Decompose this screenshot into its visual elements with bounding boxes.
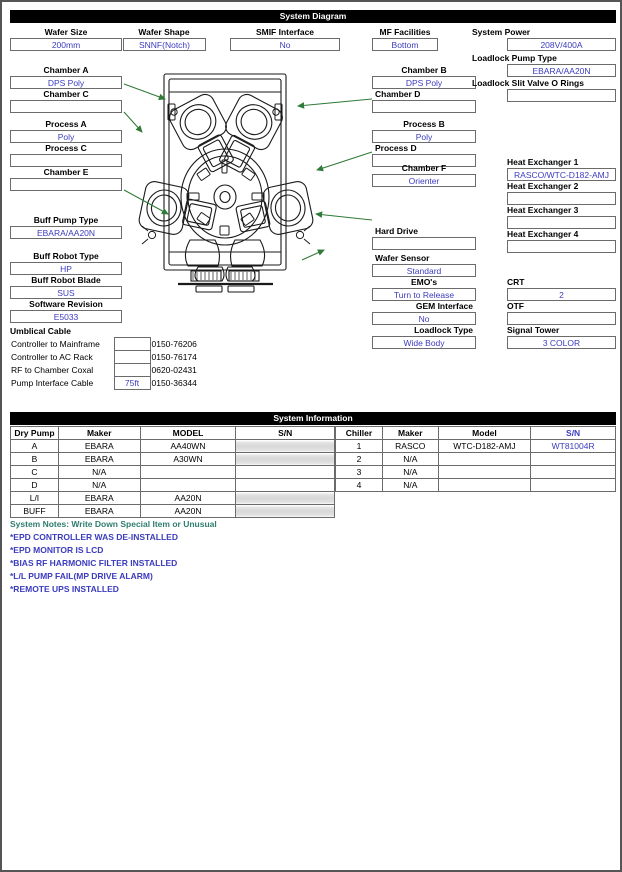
dry-pump-sn [236, 492, 335, 505]
field-value-mf-facilities[interactable]: Bottom [372, 38, 438, 51]
umbilical-value[interactable] [114, 351, 150, 364]
chiller-id: 2 [336, 453, 383, 466]
field-label-heat-exchanger-3: Heat Exchanger 3 [507, 205, 579, 215]
umbilical-name: Controller to Mainframe [11, 339, 100, 349]
field-label-wafer-size: Wafer Size [44, 27, 88, 37]
system-note-line: *EPD CONTROLLER WAS DE-INSTALLED [10, 532, 178, 542]
field-value-buff-robot-type[interactable]: HP [10, 262, 122, 275]
chiller-col-id: Chiller [336, 427, 383, 440]
field-value-gem-interface[interactable]: No [372, 312, 476, 325]
field-label-chamber-c: Chamber C [43, 89, 89, 99]
system-note-line: *L/L PUMP FAIL(MP DRIVE ALARM) [10, 571, 153, 581]
table-row [11, 505, 335, 518]
field-value-emos[interactable]: Turn to Release [372, 288, 476, 301]
field-label-process-a: Process A [45, 119, 87, 129]
field-value-wafer-shape[interactable]: SNNF(Notch) [123, 38, 206, 51]
field-label-signal-tower: Signal Tower [507, 325, 560, 335]
chiller-sn [531, 479, 616, 492]
dry-pump-col-sn: S/N [236, 427, 335, 440]
chiller-sn: WT81004R [531, 440, 616, 453]
field-value-system-power[interactable]: 208V/400A [507, 38, 616, 51]
umbilical-name: Pump Interface Cable [11, 378, 94, 388]
system-note-line: *EPD MONITOR IS LCD [10, 545, 104, 555]
umbilical-value[interactable]: 75ft [114, 377, 150, 390]
dry-pump-model: AA20N [140, 505, 236, 518]
chiller-sn [531, 466, 616, 479]
chiller-table [335, 426, 616, 492]
field-value-heat-exchanger-1[interactable]: RASCO/WTC-D182-AMJ [507, 168, 616, 181]
chiller-model [438, 466, 531, 479]
field-label-smif-interface: SMIF Interface [255, 27, 315, 37]
field-value-loadlock-type[interactable]: Wide Body [372, 336, 476, 349]
field-label-heat-exchanger-4: Heat Exchanger 4 [507, 229, 579, 239]
system-notes-heading: System Notes: Write Down Special Item or Unusual [10, 519, 217, 529]
field-label-mf-facilities: MF Facilities [379, 27, 431, 37]
field-label-system-power: System Power [472, 27, 531, 37]
dry-pump-sn [236, 440, 335, 453]
field-value-wafer-size[interactable]: 200mm [10, 38, 122, 51]
umbilical-part-number: 0150-76206 [151, 339, 197, 349]
chiller-id: 3 [336, 466, 383, 479]
field-value-heat-exchanger-2[interactable] [507, 192, 616, 205]
field-label-process-b: Process B [403, 119, 445, 129]
field-value-process-a[interactable]: Poly [10, 130, 122, 143]
umbilical-name: RF to Chamber Coxal [11, 365, 94, 375]
field-label-wafer-shape: Wafer Shape [138, 27, 190, 37]
dry-pump-maker: N/A [58, 466, 140, 479]
chiller-maker: N/A [382, 479, 438, 492]
field-value-chamber-b[interactable]: DPS Poly [372, 76, 476, 89]
dry-pump-maker: EBARA [58, 492, 140, 505]
chiller-id: 1 [336, 440, 383, 453]
field-label-heat-exchanger-2: Heat Exchanger 2 [507, 181, 579, 191]
field-label-chamber-a: Chamber A [43, 65, 89, 75]
field-label-chamber-e: Chamber E [43, 167, 89, 177]
dry-pump-col-model: MODEL [140, 427, 236, 440]
field-label-loadlock-pump-type: Loadlock Pump Type [472, 53, 557, 63]
dry-pump-id: D [11, 479, 59, 492]
banner-system-information: System Information [10, 412, 616, 425]
table-row [11, 492, 335, 505]
field-label-heat-exchanger-1: Heat Exchanger 1 [507, 157, 579, 167]
field-value-buff-robot-blade[interactable]: SUS [10, 286, 122, 299]
field-value-crt[interactable]: 2 [507, 288, 616, 301]
dry-pump-col-id: Dry Pump [11, 427, 59, 440]
dry-pump-maker: EBARA [58, 505, 140, 518]
table-row [336, 479, 616, 492]
umbilical-row [10, 338, 212, 351]
field-label-chamber-d: Chamber D [375, 89, 421, 99]
field-value-otf[interactable] [507, 312, 616, 325]
field-value-chamber-c[interactable] [10, 100, 122, 113]
chiller-model [438, 453, 531, 466]
dry-pump-col-maker: Maker [58, 427, 140, 440]
field-label-loadlock-type: Loadlock Type [414, 325, 473, 335]
dry-pump-model: A30WN [140, 453, 236, 466]
chiller-col-maker: Maker [382, 427, 438, 440]
field-label-chamber-f: Chamber F [401, 163, 447, 173]
field-label-process-c: Process C [45, 143, 87, 153]
field-label-loadlock-slit-valve-o-rings: Loadlock Slit Valve O Rings [472, 78, 584, 88]
dry-pump-sn [236, 466, 335, 479]
field-label-gem-interface: GEM Interface [415, 301, 473, 311]
table-row [336, 440, 616, 453]
dry-pump-maker: EBARA [58, 440, 140, 453]
dry-pump-id: L/I [11, 492, 59, 505]
field-value-process-c[interactable] [10, 154, 122, 167]
field-label-buff-robot-type: Buff Robot Type [33, 251, 99, 261]
umbilical-value[interactable] [114, 338, 150, 351]
field-value-wafer-sensor[interactable]: Standard [372, 264, 476, 277]
field-label-crt: CRT [507, 277, 525, 287]
chiller-maker: RASCO [382, 440, 438, 453]
field-label-buff-robot-blade: Buff Robot Blade [31, 275, 101, 285]
dry-pump-maker: EBARA [58, 453, 140, 466]
field-value-chamber-f[interactable]: Orienter [372, 174, 476, 187]
field-label-chamber-b: Chamber B [401, 65, 447, 75]
chiller-model: WTC-D182-AMJ [438, 440, 531, 453]
umbilical-row [10, 377, 212, 390]
field-value-chamber-e[interactable] [10, 178, 122, 191]
banner-system-diagram: System Diagram [10, 10, 616, 23]
field-value-chamber-a[interactable]: DPS Poly [10, 76, 122, 89]
table-row [11, 453, 335, 466]
field-label-process-d: Process D [375, 143, 417, 153]
dry-pump-id: C [11, 466, 59, 479]
field-label-software-revision: Software Revision [29, 299, 103, 309]
umbilical-part-number: 0620-02431 [151, 365, 197, 375]
field-value-heat-exchanger-3[interactable] [507, 216, 616, 229]
system-note-line: *REMOTE UPS INSTALLED [10, 584, 119, 594]
dry-pump-model: AA40WN [140, 440, 236, 453]
table-row [11, 466, 335, 479]
field-label-otf: OTF [507, 301, 524, 311]
field-value-smif-interface[interactable]: No [230, 38, 340, 51]
table-row [336, 453, 616, 466]
chiller-maker: N/A [382, 466, 438, 479]
chiller-model [438, 479, 531, 492]
field-value-software-revision[interactable]: E5033 [10, 310, 122, 323]
dry-pump-sn [236, 453, 335, 466]
table-row [11, 479, 335, 492]
chiller-col-sn: S/N [531, 427, 616, 440]
chiller-maker: N/A [382, 453, 438, 466]
chiller-col-model: Model [438, 427, 531, 440]
field-value-loadlock-slit-valve-o-rings[interactable] [507, 89, 616, 102]
dry-pump-model: AA20N [140, 492, 236, 505]
dry-pump-maker: N/A [58, 479, 140, 492]
dry-pump-id: B [11, 453, 59, 466]
umbilical-cable-table [10, 337, 212, 390]
dry-pump-table [10, 426, 335, 518]
system-notes [10, 518, 370, 596]
dry-pump-id: BUFF [11, 505, 59, 518]
umbilical-part-number: 0150-76174 [151, 352, 197, 362]
dry-pump-id: A [11, 440, 59, 453]
umbilical-row [10, 351, 212, 364]
field-value-loadlock-pump-type[interactable]: EBARA/AA20N [507, 64, 616, 77]
field-value-process-b[interactable]: Poly [372, 130, 476, 143]
umbilical-cable-title: Umblical Cable [10, 326, 71, 336]
dry-pump-sn [236, 479, 335, 492]
field-value-hard-drive[interactable] [372, 237, 476, 250]
umbilical-part-number: 0150-36344 [151, 378, 197, 388]
dry-pump-sn [236, 505, 335, 518]
field-value-buff-pump-type[interactable]: EBARA/AA20N [10, 226, 122, 239]
dry-pump-model [140, 466, 236, 479]
field-value-heat-exchanger-4[interactable] [507, 240, 616, 253]
table-row [11, 440, 335, 453]
field-label-emos: EMO's [410, 277, 438, 287]
field-label-wafer-sensor: Wafer Sensor [375, 253, 430, 263]
field-label-hard-drive: Hard Drive [375, 226, 418, 236]
field-value-chamber-d[interactable] [372, 100, 476, 113]
umbilical-name: Controller to AC Rack [11, 352, 93, 362]
cluster-tool-diagram [128, 60, 338, 305]
dry-pump-header-row [11, 427, 335, 440]
table-row [336, 466, 616, 479]
field-value-signal-tower[interactable]: 3 COLOR [507, 336, 616, 349]
chiller-id: 4 [336, 479, 383, 492]
field-label-buff-pump-type: Buff Pump Type [33, 215, 99, 225]
system-note-line: *BIAS RF HARMONIC FILTER INSTALLED [10, 558, 178, 568]
chiller-sn [531, 453, 616, 466]
umbilical-value[interactable] [114, 364, 150, 377]
dry-pump-model [140, 479, 236, 492]
chiller-header-row [336, 427, 616, 440]
umbilical-row [10, 364, 212, 377]
